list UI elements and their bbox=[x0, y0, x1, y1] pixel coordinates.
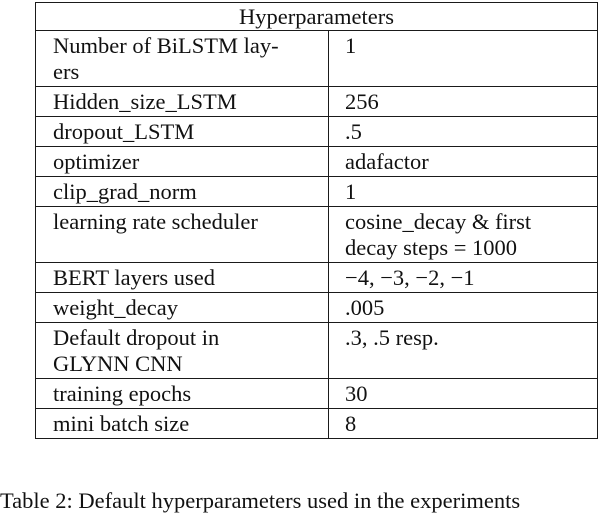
table-row bbox=[36, 379, 598, 409]
param-name-cell: learning rate scheduler bbox=[36, 207, 329, 263]
param-value-cell: .005 bbox=[329, 293, 598, 323]
table-header-row bbox=[36, 3, 598, 31]
param-value-cell: 30 bbox=[329, 379, 598, 409]
table-body bbox=[36, 31, 598, 439]
param-name-cell: BERT layers used bbox=[36, 263, 329, 293]
param-name-cell: mini batch size bbox=[36, 409, 329, 439]
param-name-cell: Number of BiLSTM lay- ers bbox=[36, 31, 329, 87]
table-row bbox=[36, 263, 598, 293]
table-row bbox=[36, 323, 598, 379]
table-row bbox=[36, 87, 598, 117]
param-value-cell: 256 bbox=[329, 87, 598, 117]
param-value-cell: .5 bbox=[329, 117, 598, 147]
param-value-cell: 8 bbox=[329, 409, 598, 439]
param-name-cell: dropout_LSTM bbox=[36, 117, 329, 147]
param-name-cell: training epochs bbox=[36, 379, 329, 409]
table-row bbox=[36, 117, 598, 147]
table-row bbox=[36, 147, 598, 177]
table-row bbox=[36, 293, 598, 323]
param-value-cell: −4, −3, −2, −1 bbox=[329, 263, 598, 293]
table-row bbox=[36, 409, 598, 439]
param-name-cell: Default dropout in GLYNN CNN bbox=[36, 323, 329, 379]
table-row bbox=[36, 207, 598, 263]
table-row bbox=[36, 177, 598, 207]
param-value-cell: adafactor bbox=[329, 147, 598, 177]
param-name-cell: weight_decay bbox=[36, 293, 329, 323]
table-header: Hyperparameters bbox=[36, 3, 598, 31]
param-value-cell: 1 bbox=[329, 177, 598, 207]
param-name-cell: optimizer bbox=[36, 147, 329, 177]
param-value-cell: .3, .5 resp. bbox=[329, 323, 598, 379]
hyperparameters-table bbox=[35, 2, 598, 439]
param-value-cell: 1 bbox=[329, 31, 598, 87]
table-row bbox=[36, 31, 598, 87]
param-value-cell: cosine_decay & first decay steps = 1000 bbox=[329, 207, 598, 263]
param-name-cell: clip_grad_norm bbox=[36, 177, 329, 207]
table-caption: Table 2: Default hyperparameters used in the experiments bbox=[0, 488, 521, 513]
param-name-cell: Hidden_size_LSTM bbox=[36, 87, 329, 117]
